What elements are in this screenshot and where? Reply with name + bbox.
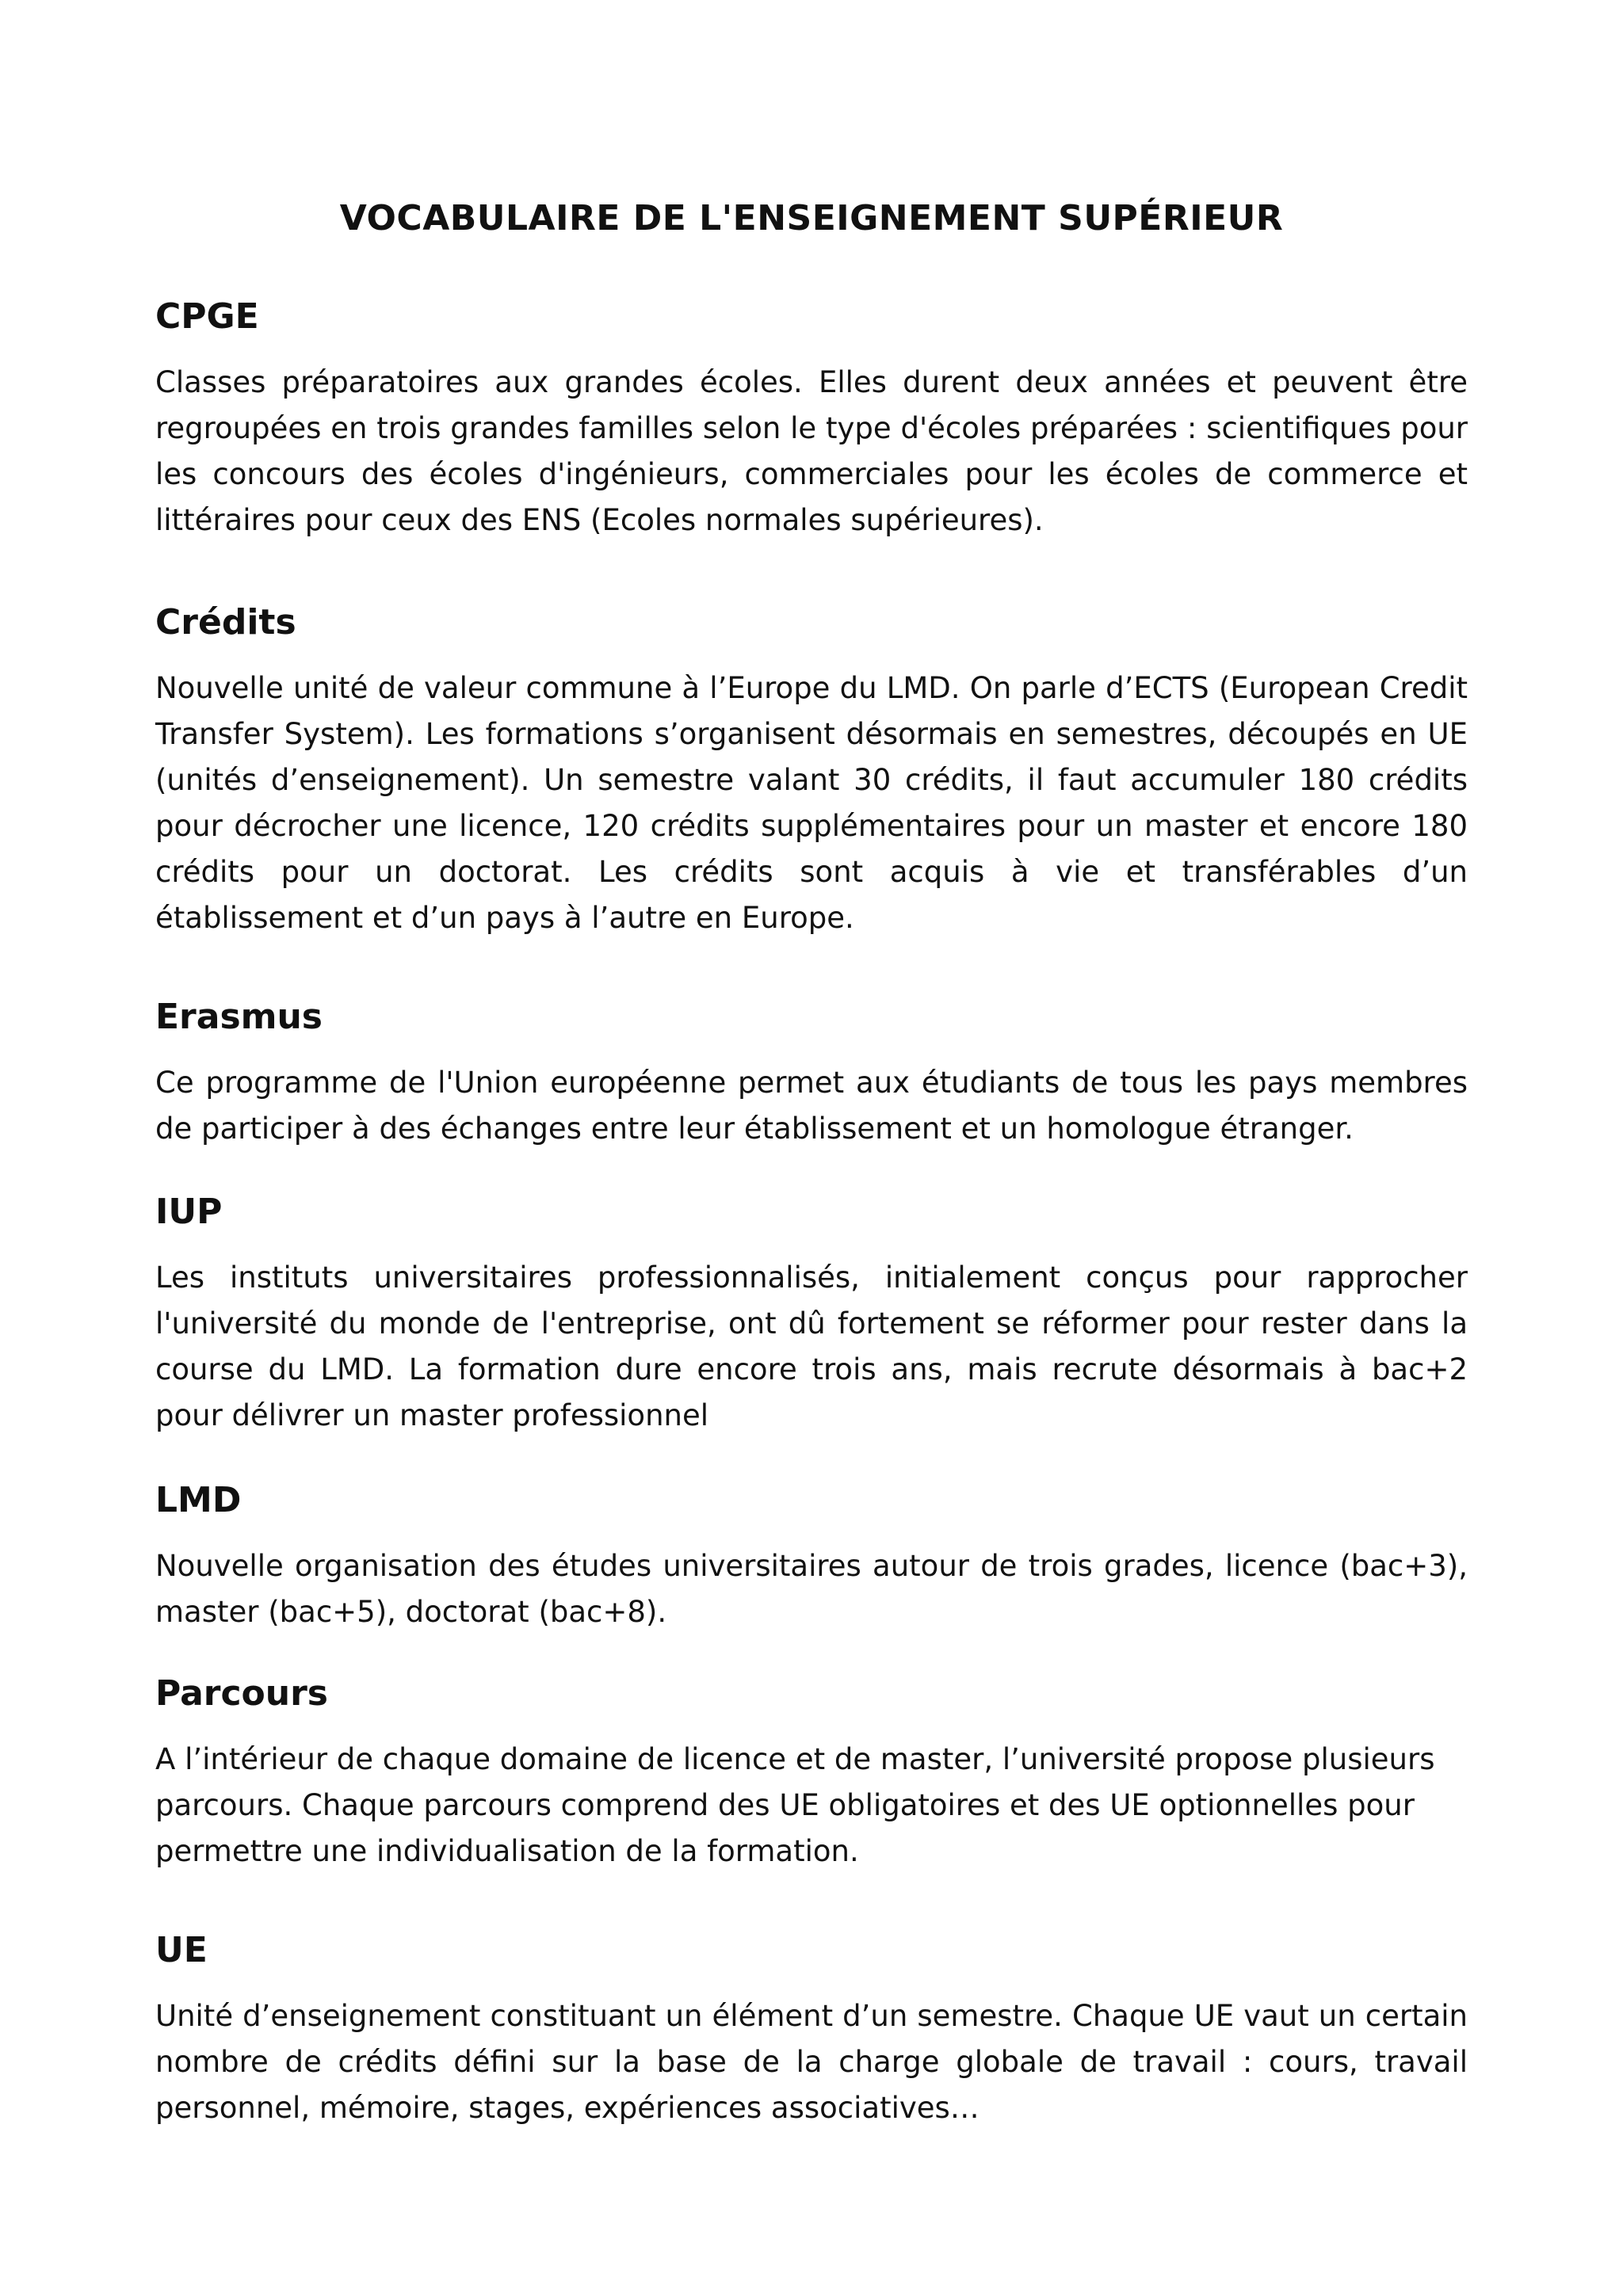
entry-cpge bbox=[155, 295, 1468, 543]
term-heading: Erasmus bbox=[155, 997, 323, 1037]
term-heading: Parcours bbox=[155, 1673, 328, 1714]
entry-erasmus bbox=[155, 995, 1468, 1152]
term-definition: Les instituts universitaires professionnalisés, initialement conçus pour rapprocher l'université du monde de l'entreprise, ont dû fortement se réformer pour rester dans la course du LMD. La formation dure encore trois ans, mais recrute désormais à bac+2 pour délivrer un master professionnel bbox=[155, 1261, 1468, 1432]
term-heading: IUP bbox=[155, 1192, 223, 1232]
entry-lmd bbox=[155, 1478, 1468, 1635]
document-title: VOCABULAIRE DE L'ENSEIGNEMENT SUPÉRIEUR bbox=[339, 198, 1284, 238]
entry-iup bbox=[155, 1190, 1468, 1439]
term-definition: Classes préparatoires aux grandes écoles. Elles durent deux années et peuvent être regroupées en trois grandes familles selon le type d'écoles préparées : scientifiques pour les concours des écoles d'ingénieurs, commerciales pour les écoles de commerce et littéraires pour ceux des ENS (Ecoles normales supérieures). bbox=[155, 365, 1468, 537]
term-definition: Unité d’enseignement constituant un élément d’un semestre. Chaque UE vaut un certain nombre de crédits défini sur la base de la charge globale de travail : cours, travail personnel, mémoire, stages, expériences associatives… bbox=[155, 1999, 1468, 2125]
term-definition: Nouvelle organisation des études universitaires autour de trois grades, licence (bac+3), master (bac+5), doctorat (bac+8). bbox=[155, 1549, 1468, 1629]
term-definition: Nouvelle unité de valeur commune à l’Europe du LMD. On parle d’ECTS (European Credit Transfer System). Les formations s’organisent désormais en semestres, découpés en UE (unités d’enseignement). Un semestre valant 30 crédits, il faut accumuler 180 crédits pour décrocher une licence, 120 crédits supplémentaires pour un master et encore 180 crédits pour un doctorat. Les crédits sont acquis à vie et transférables d’un établissement et d’un pays à l’autre en Europe. bbox=[155, 671, 1468, 935]
term-definition: Ce programme de l'Union européenne permet aux étudiants de tous les pays membres de participer à des échanges entre leur établissement et un homologue étranger. bbox=[155, 1066, 1468, 1146]
term-heading: CPGE bbox=[155, 296, 259, 337]
entry-parcours bbox=[155, 1672, 1468, 1875]
term-heading: UE bbox=[155, 1930, 208, 1970]
term-definition: A l’intérieur de chaque domaine de licence et de master, l’université propose plusieurs parcours. Chaque parcours comprend des UE obligatoires et des UE optionnelles pour permettre une individualisation de la formation. bbox=[155, 1742, 1435, 1868]
entry-credits bbox=[155, 601, 1468, 941]
term-heading: LMD bbox=[155, 1480, 242, 1520]
term-heading: Crédits bbox=[155, 602, 296, 643]
entry-ue bbox=[155, 1928, 1468, 2131]
